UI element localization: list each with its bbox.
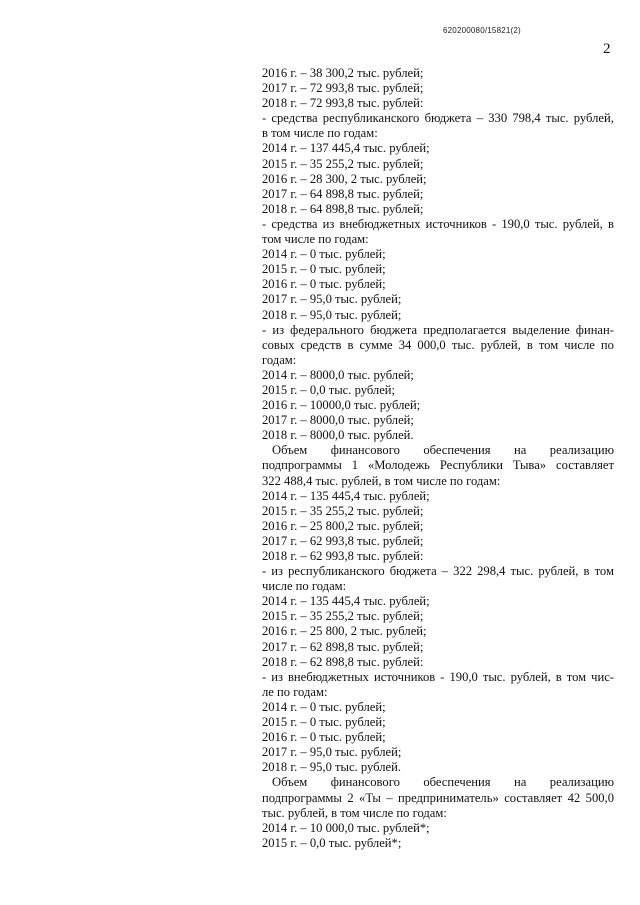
word: средств <box>300 337 342 352</box>
text-line: ле по годам: <box>262 684 328 699</box>
word: на <box>514 775 527 790</box>
word: – <box>386 790 393 805</box>
word: рублей, <box>510 669 551 684</box>
word: - <box>262 669 267 684</box>
text-line <box>262 564 614 579</box>
text-line <box>262 217 614 232</box>
text-line: 2016 г. – 38 300,2 тыс. рублей; <box>262 66 424 80</box>
text-line: 2014 г. – 0 тыс. рублей; <box>262 699 386 714</box>
word: 330 <box>488 111 508 126</box>
word: числе <box>564 337 595 352</box>
word: 322 <box>453 564 473 579</box>
word: финансового <box>330 443 400 458</box>
word: - <box>262 322 267 337</box>
word: 34 <box>398 337 412 352</box>
word: в <box>347 337 354 352</box>
word: подпрограммы <box>262 458 342 473</box>
text-line: 2017 г. – 64 898,8 тыс. рублей; <box>262 186 424 201</box>
word: чис- <box>591 669 614 684</box>
text-line: 2018 г. – 62 993,8 тыс. рублей: <box>262 549 424 563</box>
word: совых <box>262 337 295 352</box>
word: в <box>555 669 562 684</box>
word: по <box>600 337 614 352</box>
word: подпрограммы <box>262 790 342 805</box>
text-line: 2018 г. – 72 993,8 тыс. рублей: <box>262 96 424 111</box>
word: финан- <box>575 322 614 337</box>
word: предприниматель» <box>398 790 499 805</box>
text-line: 2016 г. – 25 800,2 тыс. рублей; <box>262 518 424 533</box>
document-stamp: 620200080/15821(2) <box>443 26 521 35</box>
word: республиканского <box>288 564 385 579</box>
word: бюджета <box>389 564 437 579</box>
word: - <box>492 216 497 231</box>
word: средства <box>271 216 318 231</box>
text-line: 2015 г. – 0 тыс. рублей; <box>262 715 386 730</box>
word: рублей, <box>538 564 579 579</box>
text-line: тыс. рублей, в том числе по годам: <box>262 805 447 820</box>
text-line: 2018 г. – 64 898,8 тыс. рублей; <box>262 201 424 216</box>
text-line: 2015 г. – 0,0 тыс. рублей*; <box>262 835 402 850</box>
word: – <box>476 111 484 126</box>
text-line: 2017 г. – 95,0 тыс. рублей; <box>262 292 402 307</box>
word: федерального <box>290 322 364 337</box>
document-body <box>262 66 614 851</box>
text-line: 2017 г. – 62 993,8 тыс. рублей; <box>262 533 424 548</box>
word: обеспечения <box>423 443 491 458</box>
text-line: 2018 г. – 62 898,8 тыс. рублей: <box>262 654 424 669</box>
word: - <box>262 564 267 579</box>
word: обеспечения <box>423 775 491 790</box>
word: реализацию <box>549 775 614 790</box>
word: на <box>514 443 527 458</box>
word: внебюджетных <box>339 216 421 231</box>
word: Объем <box>272 443 308 458</box>
word: в <box>526 337 533 352</box>
word: 000,0 <box>417 337 446 352</box>
text-line: годам: <box>262 352 297 367</box>
word: составляет <box>504 790 563 805</box>
word: - <box>262 111 267 126</box>
text-line <box>262 443 614 458</box>
word: бюджета <box>424 111 472 126</box>
word: том <box>566 669 587 684</box>
page-number: 2 <box>603 41 611 57</box>
word: рублей, <box>562 216 603 231</box>
text-line: 2014 г. – 135 445,4 тыс. рублей; <box>262 488 430 503</box>
text-line: 2014 г. – 0 тыс. рублей; <box>262 247 386 262</box>
word: «Молодежь <box>367 458 430 473</box>
text-line: 322 488,4 тыс. рублей, в том числе по годам: <box>262 473 501 488</box>
text-line: 2016 г. – 10000,0 тыс. рублей; <box>262 398 421 413</box>
text-line: 2015 г. – 0,0 тыс. рублей; <box>262 382 396 397</box>
text-line <box>262 670 614 685</box>
word: тыс. <box>545 111 569 126</box>
text-line: 2017 г. – 95,0 тыс. рублей; <box>262 745 402 760</box>
word: 1 <box>351 458 359 473</box>
text-line: 2017 г. – 72 993,8 тыс. рублей; <box>262 81 424 96</box>
word: в <box>583 564 590 579</box>
text-line: 2014 г. – 8000,0 тыс. рублей; <box>262 367 414 382</box>
word: Объем <box>272 775 308 790</box>
text-line <box>262 775 614 790</box>
text-line: 2018 г. – 95,0 тыс. рублей; <box>262 307 402 322</box>
word: Республики <box>439 458 504 473</box>
word: 190,0 <box>501 216 530 231</box>
text-line: 2015 г. – 35 255,2 тыс. рублей; <box>262 156 424 171</box>
word: Тыва» <box>512 458 547 473</box>
word: финансового <box>330 775 400 790</box>
text-line: 2014 г. – 10 000,0 тыс. рублей*; <box>262 820 430 835</box>
text-line: 2018 г. – 95,0 тыс. рублей. <box>262 760 401 775</box>
word: рублей, <box>573 111 614 126</box>
text-line: том числе по годам: <box>262 232 369 247</box>
text-line: 2016 г. – 0 тыс. рублей; <box>262 277 386 292</box>
word: тыс. <box>510 564 534 579</box>
word: сумме <box>359 337 393 352</box>
word: внебюджетных <box>287 669 369 684</box>
text-line: 2016 г. – 28 300, 2 тыс. рублей; <box>262 171 427 186</box>
text-line: 2014 г. – 135 445,4 тыс. рублей; <box>262 594 430 609</box>
text-line <box>262 338 614 353</box>
word: бюджета <box>370 322 418 337</box>
word: 42 <box>567 790 581 805</box>
word: 2 <box>347 790 354 805</box>
word: из <box>322 216 335 231</box>
word: из <box>272 322 285 337</box>
text-line: 2017 г. – 62 898,8 тыс. рублей; <box>262 639 424 654</box>
word: – <box>441 564 449 579</box>
text-line <box>262 111 614 126</box>
word: 500,0 <box>585 790 614 805</box>
word: том <box>538 337 559 352</box>
word: тыс. <box>451 337 475 352</box>
word: тыс. <box>482 669 506 684</box>
word: из <box>271 669 283 684</box>
text-line: 2015 г. – 35 255,2 тыс. рублей; <box>262 609 424 624</box>
word: из <box>271 564 283 579</box>
text-line <box>262 323 614 338</box>
word: 298,4 <box>477 564 506 579</box>
word: источников <box>425 216 487 231</box>
text-line: 2017 г. – 8000,0 тыс. рублей; <box>262 413 414 428</box>
word: том <box>594 564 614 579</box>
word: - <box>440 669 445 684</box>
text-line: 2016 г. – 0 тыс. рублей; <box>262 730 386 745</box>
word: рублей, <box>480 337 521 352</box>
word: выделение <box>512 322 570 337</box>
text-line: 2015 г. – 35 255,2 тыс. рублей; <box>262 503 424 518</box>
text-line: 2014 г. – 137 445,4 тыс. рублей; <box>262 141 430 156</box>
text-line <box>262 458 614 473</box>
word: средства <box>271 111 318 126</box>
text-line: 2018 г. – 8000,0 тыс. рублей. <box>262 428 414 443</box>
word: в <box>607 216 614 231</box>
word: составляет <box>556 458 614 473</box>
word: предполагается <box>423 322 507 337</box>
word: республиканского <box>322 111 420 126</box>
word: реализацию <box>549 443 614 458</box>
word: тыс. <box>534 216 558 231</box>
text-line: 2015 г. – 0 тыс. рублей; <box>262 262 386 277</box>
text-line <box>262 791 614 806</box>
word: источников <box>374 669 436 684</box>
word: 798,4 <box>512 111 541 126</box>
text-line: числе по годам: <box>262 579 347 594</box>
word: «Ты <box>359 790 381 805</box>
word: 190,0 <box>449 669 478 684</box>
text-line: в том числе по годам: <box>262 126 378 141</box>
word: - <box>262 216 267 231</box>
text-line: 2016 г. – 25 800, 2 тыс. рублей; <box>262 624 427 639</box>
